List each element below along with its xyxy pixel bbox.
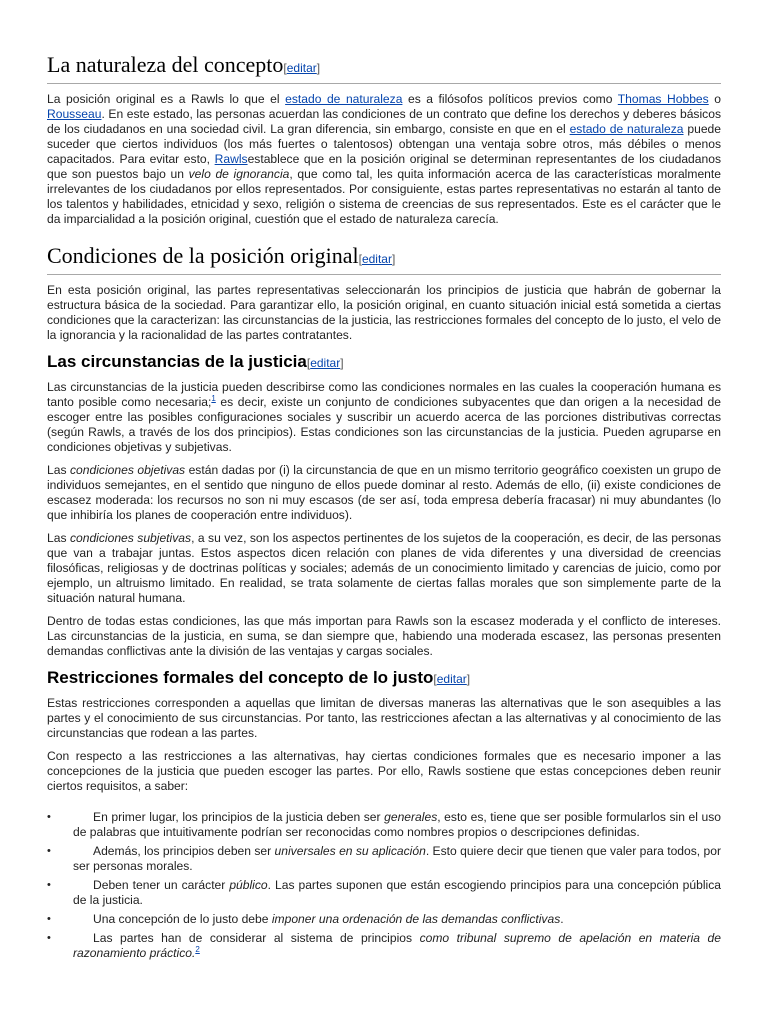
bullet-icon: • — [47, 879, 51, 891]
paragraph: La posición original es a Rawls lo que el estado de naturaleza es a filósofos políticos previos como Thomas Hobbes o Rousseau. En este estado, las personas acuerdan las condiciones de un contrato que define los derechos y deberes básicos de los ciudadanos en una sociedad civil. La gran diferencia, sin embargo, consiste en que en el estado de naturaleza puede suceder que ciertos individuos (los más fuertes o talentosos) obtengan una ventaja sobre otros, más débiles o menos capacitados. Para evitar esto, Rawlsestablece que en la posición original se determinan representantes de los ciudadanos que son puestos bajo un velo de ignorancia, que como tal, les quita información acerca de las características moralmente irrelevantes de los ciudadanos por ellos representados. Por consiguiente, estas partes representativas no estarán al tanto de los talentos y habilidades, etnicidad y sexo, religión o sistema de creencias de sus representados. Este es el carácter que le da imparcialidad a la posición original, cuestión que el estado de naturaleza carecía. — [47, 92, 721, 226]
heading-circunstancias-justicia: Las circunstancias de la justicia[editar] — [47, 352, 344, 371]
edit-link[interactable]: editar — [436, 672, 467, 686]
paragraph: Dentro de todas estas condiciones, las que más importan para Rawls son la escasez moderada y el conflicto de intereses. Las circunstancias de la justicia, en suma, se dan siempre que, habiendo una moderada escasez, las personas presenten demandas conflictivas ante la división de las ventajas y cargas sociales. — [47, 614, 721, 658]
list-item: • Una concepción de lo justo debe imponer una ordenación de las demandas conflictivas. — [47, 912, 564, 926]
paragraph: Con respecto a las restricciones a las alternativas, hay ciertas condiciones formales que es necesario imponer a las concepciones de la justicia que pueden escoger las partes. Por ello, Rawls sostiene que estas concepciones deben reunir ciertos requisitos, a saber: — [47, 749, 721, 793]
bullet-icon: • — [47, 932, 51, 944]
link-rawls[interactable]: Rawls — [214, 152, 248, 166]
footnote-2-link[interactable]: 2 — [195, 944, 200, 954]
list-item: • Deben tener un carácter público. Las partes suponen que están escogiendo principios para una concepción pública de la justicia. — [47, 878, 722, 907]
heading-condiciones-posicion-original: Condiciones de la posición original[editar] — [47, 243, 721, 275]
requirements-list — [47, 810, 721, 961]
edit-link[interactable]: editar — [361, 252, 392, 266]
paragraph: En esta posición original, las partes representativas seleccionarán los principios de justicia que habrán de gobernar la estructura básica de la sociedad. Para garantizar ello, la posición original, en cuanto situación inicial está sometida a ciertas condiciones que la caracterizan: las circunstancias de la justicia, las restricciones formales del concepto de lo justo, el velo de la ignorancia y la racionalidad de las partes contratantes. — [47, 283, 721, 342]
bullet-icon: • — [47, 845, 51, 857]
edit-link[interactable]: editar — [310, 356, 341, 370]
paragraph: Las condiciones objetivas están dadas por (i) la circunstancia de que en un mismo territorio geográfico coexisten un grupo de individuos semejantes, en el sentido que ninguno de ellos puede dominar al resto. Además de ello, (ii) existe condiciones de escasez moderada: los recursos no son ni muy escasos (de ser así, toda empresa debería fracasar) ni muy abundantes (lo que inhibiría los planes de cooperación entre individuos). — [47, 463, 721, 522]
list-item: • Además, los principios deben ser universales en su aplicación. Esto quiere decir que tienen que valer para todos, por ser personas morales. — [47, 844, 721, 873]
bullet-icon: • — [47, 811, 51, 823]
paragraph: Estas restricciones corresponden a aquellas que limitan de diversas maneras las alternativas que le son asequibles a las partes y el conocimiento de sus circunstancias. Por tanto, las restricciones afectan a las alternativas y al conocimiento de las circunstancias que rodean a las partes. — [47, 696, 721, 740]
heading-restricciones-formales: Restricciones formales del concepto de lo justo[editar] — [47, 668, 471, 687]
edit-link[interactable]: editar — [286, 61, 317, 75]
footnote-1-link[interactable]: 1 — [211, 393, 216, 403]
list-item: • Las partes han de considerar al sistema de principios como tribunal supremo de apelación en materia de razonamiento práctico.$^2$ — [47, 931, 721, 960]
paragraph: Las circunstancias de la justicia pueden describirse como las condiciones normales en las cuales la cooperación humana es tanto posible como necesaria;$^1$ es decir, existe un conjunto de condiciones subyacentes que dan origen a la necesidad de escoger entre las posibles configuraciones sociales y suscribir un acuerdo acerca de las porciones distributivas correctas (según Rawls, a través de los dos principios). Estas condiciones son las circunstancias de la justicia. Pueden agruparse en condiciones objetivas y subjetivas. — [47, 380, 721, 454]
link-estado-de-naturaleza[interactable]: estado de naturaleza — [285, 92, 403, 106]
link-rousseau[interactable]: Rousseau — [47, 107, 102, 121]
link-estado-de-naturaleza-2[interactable]: estado de naturaleza — [569, 122, 684, 136]
heading-naturaleza-concepto: La naturaleza del concepto[editar] — [47, 52, 721, 84]
list-item: • En primer lugar, los principios de la justicia deben ser generales, esto es, tiene que ser posible formularlos sin el uso de palabras que intuitivamente podrían ser reconocidas como nombres propios o descripciones definidas. — [47, 810, 721, 839]
bullet-icon: • — [47, 913, 51, 925]
link-thomas-hobbes[interactable]: Thomas Hobbes — [617, 92, 709, 106]
article-body — [47, 52, 721, 961]
paragraph: Las condiciones subjetivas, a su vez, son los aspectos pertinentes de los sujetos de la cooperación, es decir, de las personas que van a trabajar juntas. Estos aspectos dicen relación con planes de vida diferentes y una diversidad de creencias filosóficas, religiosas y de doctrinas políticas y sociales; además de un conocimiento limitado y carencias de juicio, como por ejemplo, un altruismo limitado. En realidad, se trata solamente de ciertas fallas morales que son simplemente parte de la situación natural humana. — [47, 531, 722, 605]
